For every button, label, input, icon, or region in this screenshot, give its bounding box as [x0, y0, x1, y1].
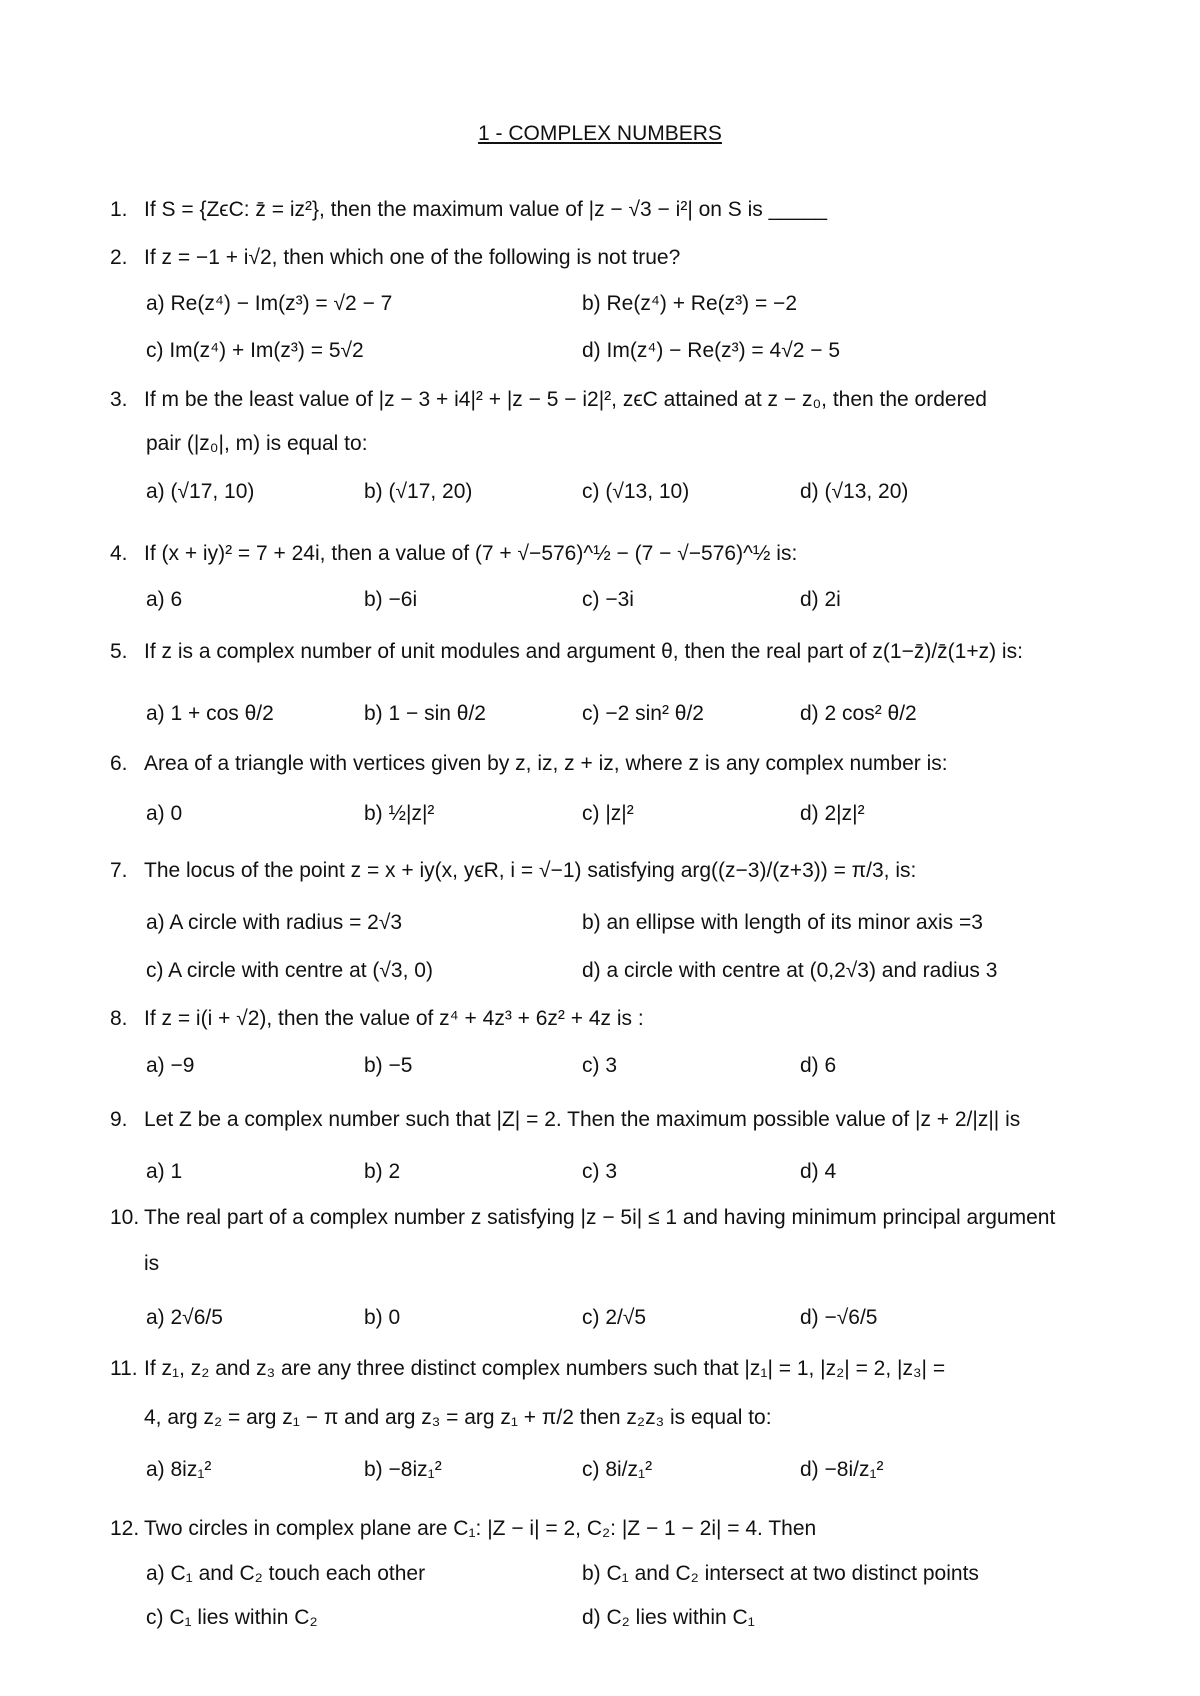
- question-3: [110, 386, 1140, 414]
- option-d: d) (√13, 20): [800, 480, 909, 503]
- question-text-continued: [110, 1404, 1140, 1432]
- option-a: a) 1 + cos θ/2: [146, 702, 274, 725]
- option-d: d) −8i/z₁²: [800, 1458, 884, 1481]
- option-b: b) −5: [364, 1054, 413, 1077]
- option-c: c) 2/√5: [582, 1306, 647, 1329]
- question-4: [110, 540, 1140, 568]
- option-d: d) 2i: [800, 588, 841, 611]
- option-c: c) 3: [582, 1160, 618, 1183]
- option-c: c) C₁ lies within C₂: [146, 1606, 318, 1629]
- question-11: [110, 1355, 1140, 1383]
- question-number: 1.: [110, 198, 128, 221]
- option-b: b) −8iz₁²: [364, 1458, 442, 1481]
- question-10: [110, 1204, 1140, 1232]
- question-text-continued: [110, 1250, 1140, 1278]
- question-6: [110, 750, 1140, 778]
- option-c: c) (√13, 10): [582, 480, 690, 503]
- question-number: 4.: [110, 542, 128, 565]
- option-a: a) A circle with radius = 2√3: [146, 911, 403, 934]
- option-b: b) an ellipse with length of its minor axis =3: [582, 911, 983, 934]
- option-b: b) −6i: [364, 588, 418, 611]
- option-a: a) 6: [146, 588, 183, 611]
- option-d: d) 4: [800, 1160, 837, 1183]
- option-c: c) 8i/z₁²: [582, 1458, 653, 1481]
- option-b: b) 0: [364, 1306, 401, 1329]
- option-a: a) −9: [146, 1054, 195, 1077]
- option-b: b) (√17, 20): [364, 480, 473, 503]
- option-b: b) 1 − sin θ/2: [364, 702, 486, 725]
- question-text: Area of a triangle with vertices given by z, iz, z + iz, where z is any complex number is:: [144, 752, 948, 775]
- question-text-continued: is: [144, 1252, 160, 1275]
- option-c: c) −2 sin² θ/2: [582, 702, 704, 725]
- question-7: [110, 857, 1140, 885]
- question-number: 3.: [110, 388, 128, 411]
- question-2: [110, 244, 1140, 272]
- option-d: d) a circle with centre at (0,2√3) and radius 3: [582, 959, 998, 982]
- option-c: c) |z|²: [582, 802, 634, 825]
- option-d: d) 2 cos² θ/2: [800, 702, 917, 725]
- option-b: b) Re(z⁴) + Re(z³) = −2: [582, 292, 797, 315]
- option-d: d) −√6/5: [800, 1306, 878, 1329]
- question-text: If z = −1 + i√2, then which one of the following is not true?: [144, 246, 681, 269]
- option-a: a) 8iz₁²: [146, 1458, 212, 1481]
- option-d: d) C₂ lies within C₁: [582, 1606, 755, 1629]
- question-text-continued: pair (|z₀|, m) is equal to:: [146, 432, 368, 455]
- question-8: [110, 1005, 1140, 1033]
- option-d: d) 6: [800, 1054, 837, 1077]
- option-b: b) C₁ and C₂ intersect at two distinct points: [582, 1562, 979, 1585]
- question-text: If m be the least value of |z − 3 + i4|² + |z − 5 − i2|², zϵC attained at z − z₀, then the ordered: [144, 388, 987, 411]
- option-c: c) Im(z⁴) + Im(z³) = 5√2: [146, 339, 364, 362]
- question-number: 10.: [110, 1206, 140, 1229]
- option-c: c) 3: [582, 1054, 618, 1077]
- question-number: 8.: [110, 1007, 128, 1030]
- page-title: 1 - COMPLEX NUMBERS: [478, 122, 722, 145]
- question-5: [110, 638, 1140, 666]
- option-a: a) Re(z⁴) − Im(z³) = √2 − 7: [146, 292, 393, 315]
- question-1: [110, 196, 1140, 224]
- question-number: 6.: [110, 752, 128, 775]
- question-text: If S = {ZϵC: z̄ = iz²}, then the maximum value of |z − √3 − i²| on S is _____: [144, 198, 828, 221]
- question-text: If (x + iy)² = 7 + 24i, then a value of (7 + √−576)^½ − (7 − √−576)^½ is:: [144, 542, 798, 565]
- question-text: If z₁, z₂ and z₃ are any three distinct complex numbers such that |z₁| = 1, |z₂| = 2, |z₃| =: [144, 1357, 946, 1380]
- question-number: 12.: [110, 1517, 140, 1540]
- question-9: [110, 1106, 1140, 1134]
- question-text: If z is a complex number of unit modules and argument θ, then the real part of z(1−z̄)/z̄(1+z) is:: [144, 640, 1023, 663]
- option-d: d) Im(z⁴) − Re(z³) = 4√2 − 5: [582, 339, 841, 362]
- question-text: Let Z be a complex number such that |Z| = 2. Then the maximum possible value of |z + 2/|z|| is: [144, 1108, 1021, 1131]
- option-c: c) A circle with centre at (√3, 0): [146, 959, 433, 982]
- option-d: d) 2|z|²: [800, 802, 865, 825]
- question-number: 11.: [110, 1357, 138, 1380]
- question-number: 7.: [110, 859, 128, 882]
- question-text: If z = i(i + √2), then the value of z⁴ + 4z³ + 6z² + 4z is :: [144, 1007, 644, 1030]
- question-number: 9.: [110, 1108, 128, 1131]
- question-text-continued: 4, arg z₂ = arg z₁ − π and arg z₃ = arg z₁ + π/2 then z₂z₃ is equal to:: [144, 1406, 772, 1429]
- option-b: b) ½|z|²: [364, 802, 435, 825]
- question-text: Two circles in complex plane are C₁: |Z − i| = 2, C₂: |Z − 1 − 2i| = 4. Then: [144, 1517, 817, 1540]
- question-text: The real part of a complex number z satisfying |z − 5i| ≤ 1 and having minimum principal argument: [144, 1206, 1056, 1229]
- question-12: [110, 1515, 1140, 1543]
- question-text: The locus of the point z = x + iy(x, yϵR, i = √−1) satisfying arg((z−3)/(z+3)) = π/3, is:: [144, 859, 917, 882]
- option-a: a) C₁ and C₂ touch each other: [146, 1562, 426, 1585]
- option-a: a) 1: [146, 1160, 183, 1183]
- option-c: c) −3i: [582, 588, 634, 611]
- option-a: a) 2√6/5: [146, 1306, 223, 1329]
- option-a: a) 0: [146, 802, 183, 825]
- question-number: 5.: [110, 640, 128, 663]
- question-number: 2.: [110, 246, 128, 269]
- option-b: b) 2: [364, 1160, 401, 1183]
- option-a: a) (√17, 10): [146, 480, 255, 503]
